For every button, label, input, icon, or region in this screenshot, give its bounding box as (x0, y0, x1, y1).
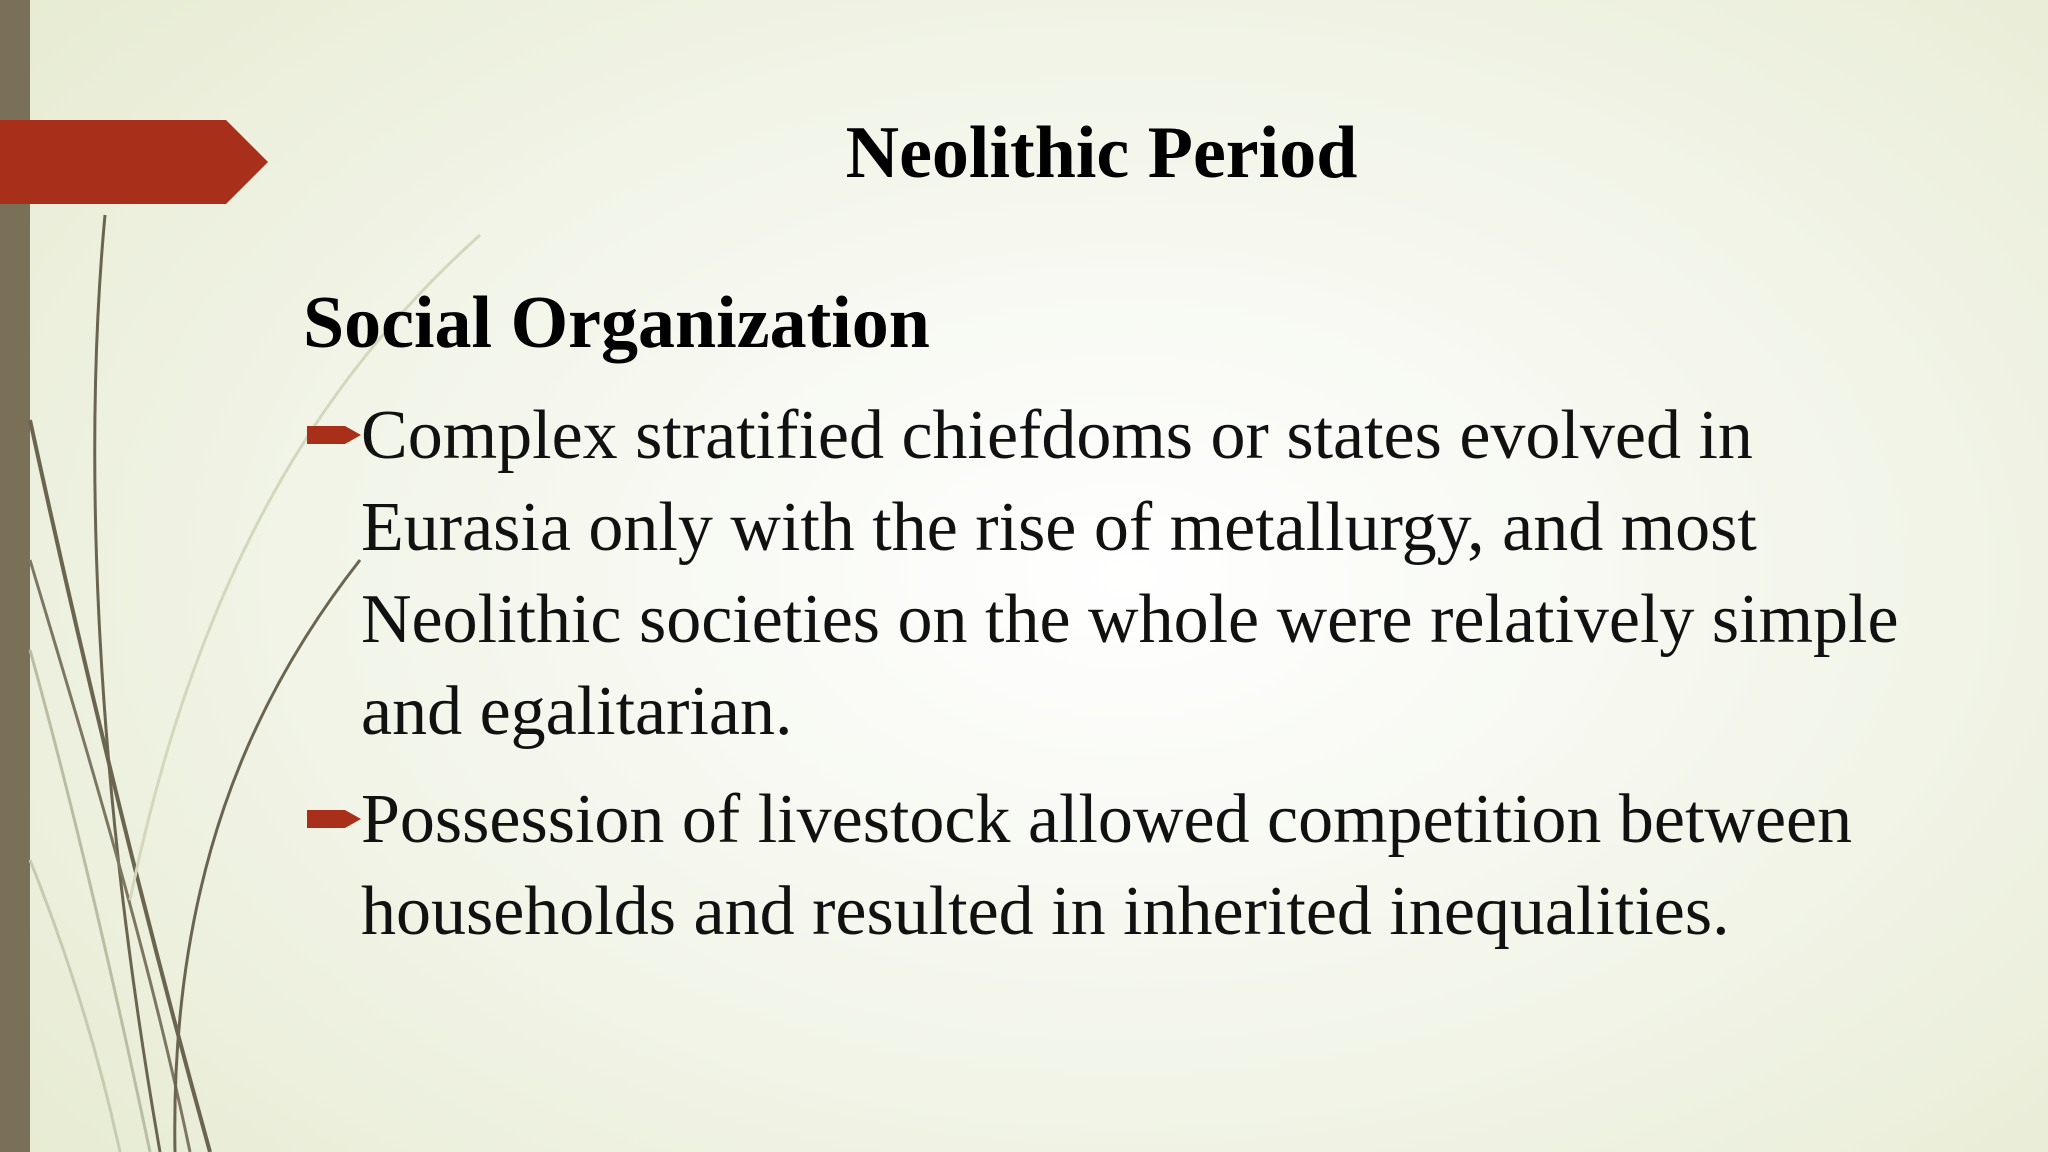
bullet-list (303, 390, 1923, 974)
bullet-item (303, 390, 1923, 758)
arrow-bullet-icon (307, 421, 363, 449)
arrow-bullet-icon (307, 805, 363, 833)
bullet-item (303, 774, 1923, 958)
section-subheading: Social Organization (303, 282, 930, 364)
slide-title: Neolithic Period (845, 112, 1358, 194)
bullet-text: Complex stratified chiefdoms or states evolved in Eurasia only with the rise of metallurgy, and most Neolithic societies on the whole were relatively simple and egalitarian. (361, 397, 1899, 750)
bullet-text: Possession of livestock allowed competition between households and resulted in inherited inequalities. (361, 781, 1853, 950)
